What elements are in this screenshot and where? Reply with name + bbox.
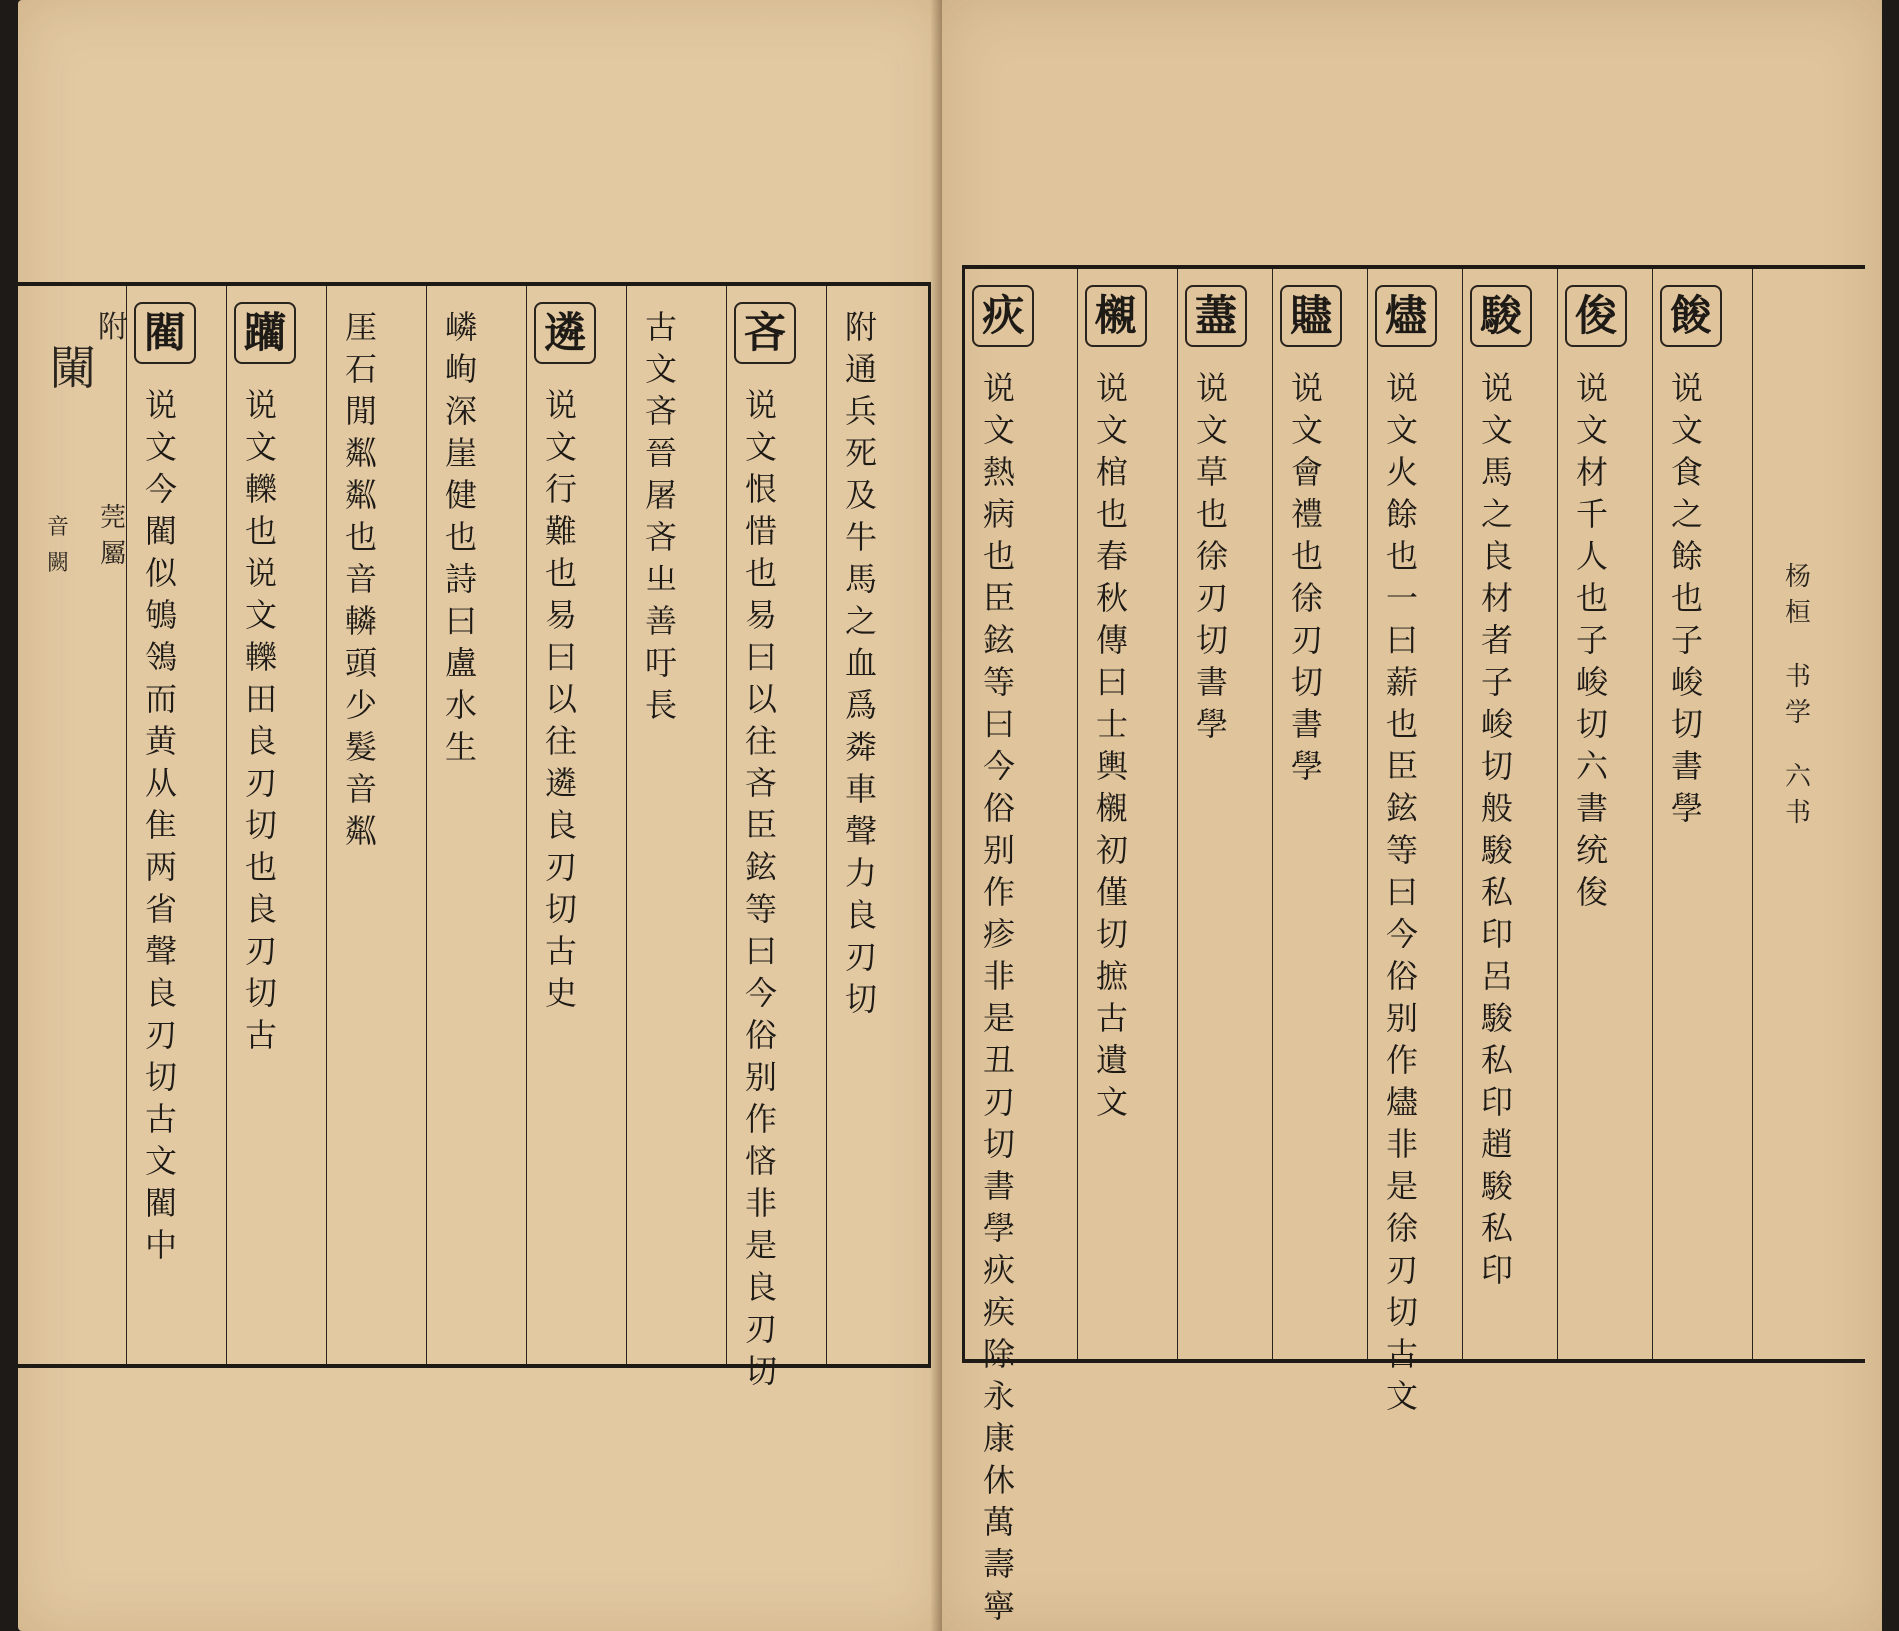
- headword-box: 閵: [134, 302, 196, 364]
- headword-box: 遴: [534, 302, 596, 364]
- margin-note: 六书: [1784, 762, 1811, 828]
- text-column: [1652, 269, 1752, 1359]
- margin-note: 书学: [1784, 662, 1811, 728]
- text-column: [1462, 269, 1557, 1359]
- headword-box: 躪: [234, 302, 296, 364]
- text-column: [826, 286, 926, 1364]
- left-margin-heading: 附: [98, 310, 128, 345]
- left-margin-heading: 䦨: [50, 341, 96, 395]
- column-text: 说文行難也易曰以往遴良刃切 古史: [544, 386, 577, 1012]
- headword-box: 疢: [972, 285, 1034, 347]
- text-column: [126, 286, 226, 1364]
- left-page-frame: [18, 282, 931, 1390]
- headword-box: 餕: [1660, 285, 1722, 347]
- column-text: 嶙峋深崖 健也詩曰盧 水 生: [444, 308, 477, 766]
- column-text: 说文草也徐刃切 書學: [1195, 369, 1228, 743]
- headword-box: 吝: [734, 302, 796, 364]
- column-text: 附 通 兵死及牛馬之血爲粦車聲力良刃切: [844, 308, 877, 1018]
- column-text: 说文今閵似鴝鴒而黄从隹两省聲良刃切 古文 閵 中: [144, 386, 177, 1264]
- text-column: [1367, 269, 1462, 1415]
- text-column: [626, 286, 726, 1364]
- column-text: 说文轢也 说文轢田良刃切 也良刃切 古: [244, 386, 277, 1054]
- column-text: 说文馬之良材者子峻切 般駿 私印 呂駿 私印 趙駿 私印: [1480, 369, 1513, 1289]
- text-column: [1177, 269, 1272, 1359]
- headword-box: 駿: [1470, 285, 1532, 347]
- left-page: [18, 0, 943, 1631]
- column-text: 说文棺也春秋傳曰士輿櫬初僅切 摭古 遺文: [1095, 369, 1128, 1121]
- headword-box: 藎: [1185, 285, 1247, 347]
- left-margin-heading: 莞屬: [99, 503, 126, 569]
- column-text: 说文材千人也子峻切 六書 统 俊: [1575, 369, 1608, 911]
- headword-box: 俊: [1565, 285, 1627, 347]
- right-page-frame: [962, 265, 1865, 1625]
- column-text: 厓石閒粼粼也音轔 頭少髮音粼: [344, 308, 377, 850]
- text-column: [1752, 269, 1862, 1359]
- text-column: [1272, 269, 1367, 1359]
- left-margin-heading: 音闕: [46, 515, 69, 576]
- text-column: [965, 269, 1077, 1625]
- text-column: [726, 286, 826, 1390]
- headword-box: 贐: [1280, 285, 1342, 347]
- text-column: [426, 286, 526, 1364]
- margin-note: 杨桓: [1784, 562, 1811, 628]
- column-text: 古文 吝 晉屠吝㞢 善吁長: [644, 308, 677, 724]
- text-column: [1077, 269, 1177, 1359]
- headword-box: 櫬: [1085, 285, 1147, 347]
- text-column: [326, 286, 426, 1364]
- text-column: [226, 286, 326, 1364]
- column-text: 说文食之餘也子峻切 書學: [1670, 369, 1703, 827]
- text-column: [526, 286, 626, 1364]
- right-page: [942, 0, 1882, 1631]
- column-text: 说文恨惜也易曰以往吝臣鉉等曰今俗别作悋非是良刃切: [744, 386, 777, 1390]
- column-text: 说文火餘也一曰薪也臣鉉等曰今俗别作燼非是徐刃切 古文: [1385, 369, 1418, 1415]
- column-text: 说文熱病也臣鉉等曰今俗别作疹非是丑刃切 書學 疢疾除永康 休萬壽寧: [982, 369, 1015, 1625]
- column-text: 说文會禮也徐刃切 書學: [1290, 369, 1323, 785]
- text-column: [1557, 269, 1652, 1359]
- headword-box: 燼: [1375, 285, 1437, 347]
